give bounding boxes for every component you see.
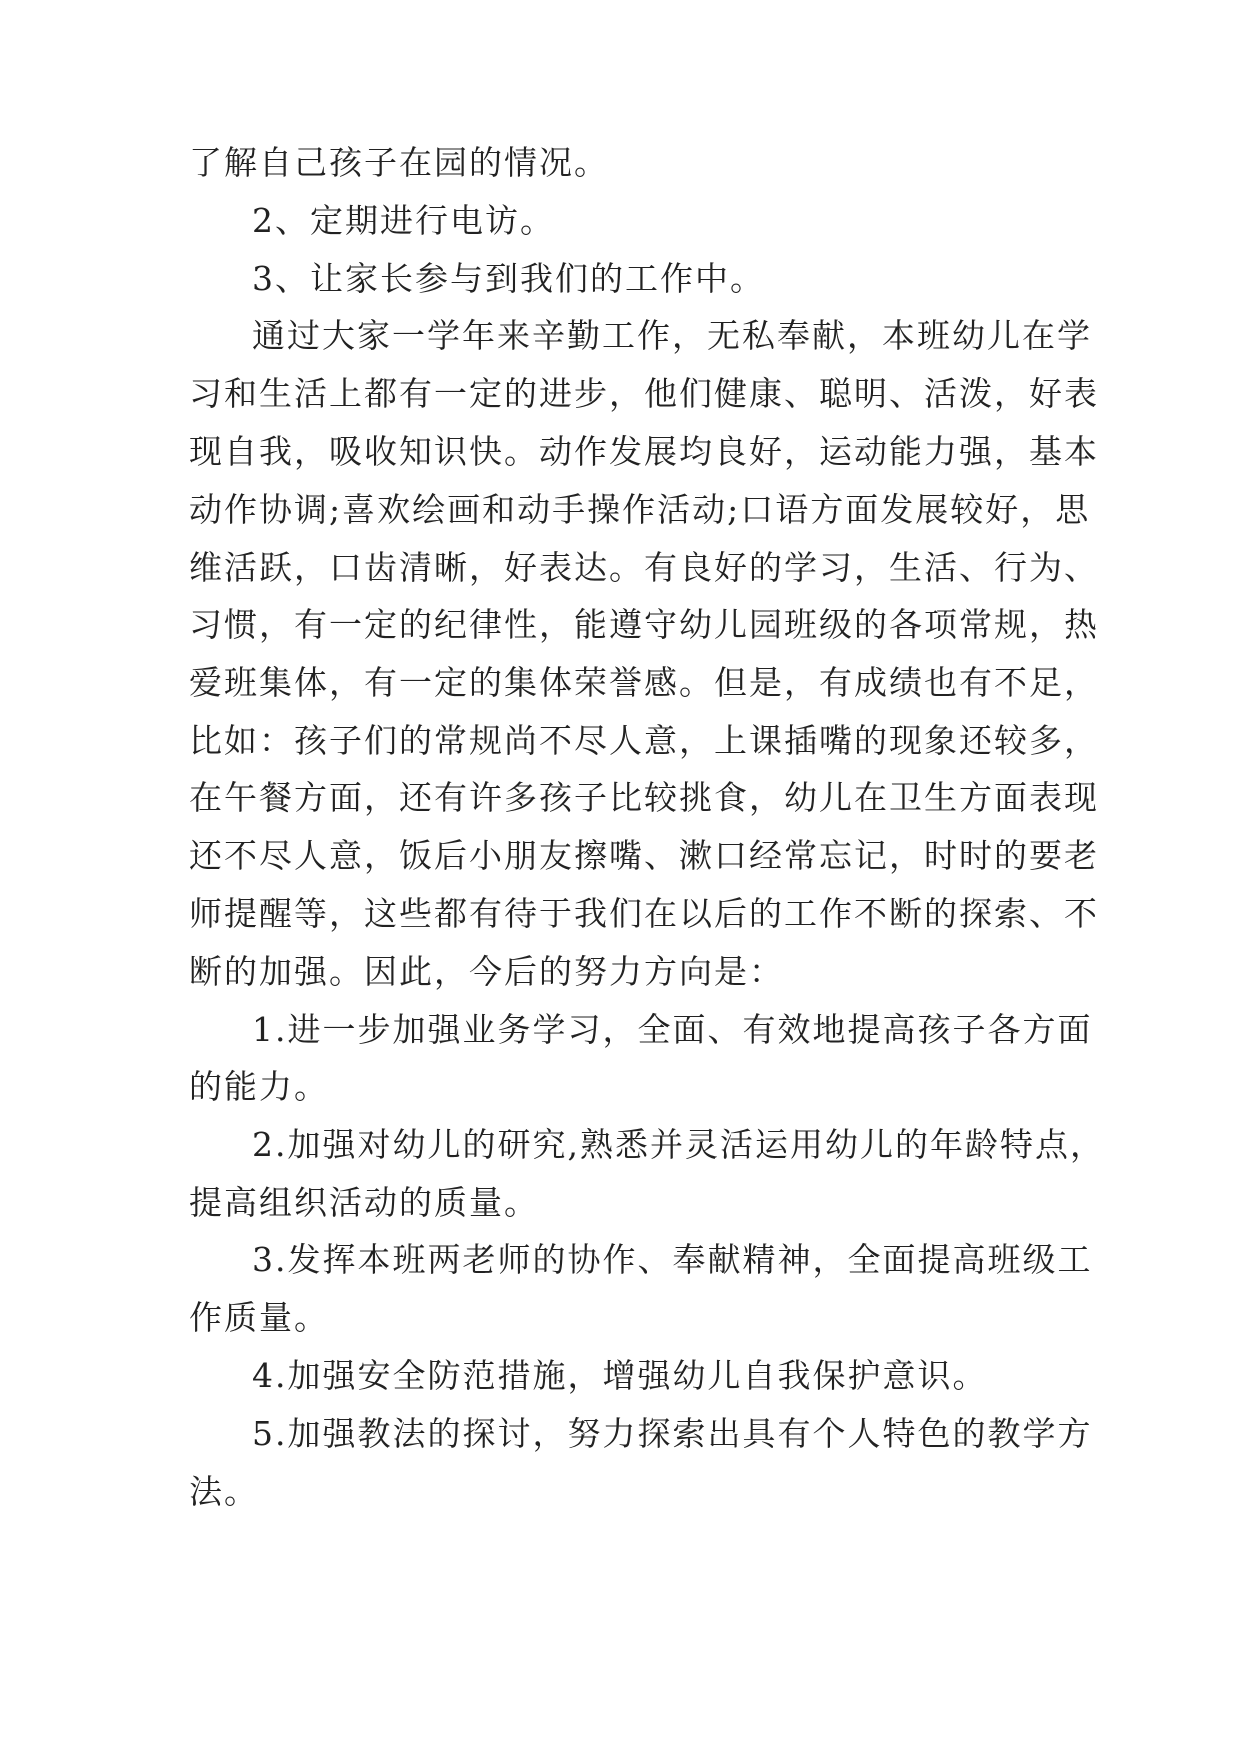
- text-line: 3、让家长参与到我们的工作中。: [252, 259, 765, 298]
- text-line: 爱班集体，有一定的集体荣誉感。但是，有成绩也有不足，: [189, 663, 1099, 702]
- text-line: 提高组织活动的质量。: [189, 1183, 539, 1222]
- text-line: 2、定期进行电访。: [252, 201, 555, 240]
- text-line: 还不尽人意，饭后小朋友擦嘴、漱口经常忘记，时时的要老: [189, 836, 1099, 875]
- text-line: 习惯，有一定的纪律性，能遵守幼儿园班级的各项常规，热: [189, 605, 1099, 644]
- text-line: 了解自己孩子在园的情况。: [189, 143, 609, 182]
- text-line: 习和生活上都有一定的进步，他们健康、聪明、活泼，好表: [189, 374, 1099, 413]
- text-line: 5.加强教法的探讨，努力探索出具有个人特色的教学方: [252, 1414, 1093, 1453]
- text-line: 作质量。: [189, 1298, 329, 1337]
- text-line: 动作协调;喜欢绘画和动手操作活动;口语方面发展较好，思: [189, 490, 1091, 529]
- text-line: 的能力。: [189, 1067, 329, 1106]
- text-line: 维活跃，口齿清晰，好表达。有良好的学习，生活、行为、: [189, 548, 1099, 587]
- text-line: 通过大家一学年来辛勤工作，无私奉献，本班幼儿在学: [252, 316, 1092, 355]
- text-line: 断的加强。因此，今后的努力方向是：: [189, 952, 784, 991]
- text-line: 2.加强对幼儿的研究,熟悉并灵活运用幼儿的年龄特点，: [252, 1125, 1105, 1164]
- text-line: 比如：孩子们的常规尚不尽人意，上课插嘴的现象还较多，: [189, 721, 1099, 760]
- text-line: 在午餐方面，还有许多孩子比较挑食，幼儿在卫生方面表现: [189, 778, 1099, 817]
- text-line: 3.发挥本班两老师的协作、奉献精神，全面提高班级工: [252, 1240, 1093, 1279]
- text-line: 4.加强安全防范措施，增强幼儿自我保护意识。: [252, 1356, 988, 1395]
- text-line: 1.进一步加强业务学习，全面、有效地提高孩子各方面: [252, 1010, 1093, 1049]
- text-line: 法。: [189, 1472, 259, 1511]
- text-line: 师提醒等，这些都有待于我们在以后的工作不断的探索、不: [189, 894, 1099, 933]
- text-line: 现自我，吸收知识快。动作发展均良好，运动能力强，基本: [189, 432, 1099, 471]
